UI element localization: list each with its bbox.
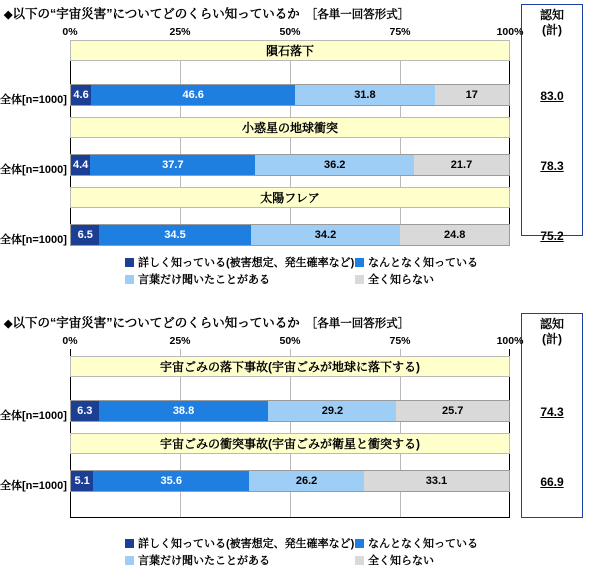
bar-segment-4-0: 6.3: [71, 401, 99, 421]
ninchi-total-label-line2: (計): [542, 23, 562, 37]
legend-label-2-1: なんとなく知っている: [368, 538, 478, 550]
block-1-title-marker: ◆: [4, 9, 13, 21]
x-tick-2-50: 50%: [279, 335, 301, 347]
x-tick-2-100: 100%: [496, 335, 524, 347]
legend-item-3: [355, 271, 434, 287]
group-title-4: 宇宙ごみの落下事故(宇宙ごみが地球に落下する): [70, 356, 510, 377]
group-title-5: 宇宙ごみの衝突事故(宇宙ごみが衛星と衝突する): [70, 433, 510, 454]
bar-segment-1-2: 31.8: [295, 85, 434, 105]
bar-segment-5-3: 33.1: [364, 471, 509, 491]
legend-item-2-3: [355, 552, 434, 566]
bar-segment-4-1: 38.8: [99, 401, 269, 421]
block-1-title-text: 以下の“宇宙災害”についてどのくらい知っているか: [12, 7, 300, 21]
row-label-1: 全体[n=1000]: [0, 94, 67, 106]
bar-segment-5-1: 35.6: [93, 471, 249, 491]
legend-item-1: [355, 254, 478, 270]
legend-item-0: [125, 254, 354, 270]
ninchi-total-label-line1: 認知: [539, 8, 564, 22]
bar-segment-5-2: 26.2: [249, 471, 364, 491]
row-label-3: 全体[n=1000]: [0, 234, 67, 246]
row-label-5: 全体[n=1000]: [0, 480, 67, 492]
x-tick-75: 75%: [389, 26, 411, 38]
block-1-title-format: ［各単一回答形式］: [305, 9, 410, 21]
bar-segment-4-2: 29.2: [268, 401, 396, 421]
x-tick-2-25: 25%: [169, 335, 191, 347]
legend-label-2-0: 詳しく知っている(被害想定、発生確率など): [138, 538, 355, 550]
legend-label-2-2: 言葉だけ聞いたことがある: [138, 555, 270, 566]
bar-segment-5-0: 5.1: [71, 471, 93, 491]
bar-segment-3-0: 6.5: [71, 225, 99, 245]
bar-segment-2-2: 36.2: [255, 155, 414, 175]
legend-item-2-1: [355, 535, 478, 551]
bar-segment-3-1: 34.5: [99, 225, 250, 245]
block-1-title: [4, 4, 600, 22]
stacked-bar-3: [70, 224, 510, 246]
block-2-title: [4, 313, 600, 331]
legend-2: [0, 535, 520, 566]
x-axis-ticks-2: [0, 335, 600, 349]
group-title-2: 小惑星の地球衝突: [70, 117, 510, 138]
legend-swatch-2-1-icon: [355, 539, 364, 548]
bar-segment-1-0: 4.6: [71, 85, 91, 105]
stacked-bar-4: [70, 400, 510, 422]
x-axis-line-2: [71, 517, 509, 518]
bar-segment-3-2: 34.2: [251, 225, 401, 245]
block-2-title-format: ［各単一回答形式］: [305, 318, 410, 330]
legend-item-2-2: [125, 552, 270, 566]
row-label-2: 全体[n=1000]: [0, 164, 67, 176]
group-title-3: 太陽フレア: [70, 187, 510, 208]
block-2-title-text: 以下の“宇宙災害”についてどのくらい知っているか: [12, 316, 300, 330]
x-tick-0: 0%: [62, 26, 78, 38]
x-tick-100: 100%: [496, 26, 524, 38]
block-2-title-marker: ◆: [4, 318, 13, 330]
legend-swatch-2-2-icon: [125, 556, 134, 565]
stacked-bar-1: [70, 84, 510, 106]
bar-segment-3-3: 24.8: [400, 225, 509, 245]
legend-item-2-0: [125, 535, 354, 551]
x-tick-2-0: 0%: [62, 335, 78, 347]
group-title-1: 隕石落下: [70, 40, 510, 61]
x-tick-25: 25%: [169, 26, 191, 38]
bar-segment-1-1: 46.6: [91, 85, 295, 105]
x-tick-2-75: 75%: [389, 335, 411, 347]
legend-swatch-2-0-icon: [125, 539, 134, 548]
ninchi-total-value-4: 74.3: [540, 405, 564, 419]
chart-block-2: [0, 313, 600, 566]
legend-label-1: なんとなく知っている: [368, 257, 478, 269]
legend-swatch-3-icon: [355, 275, 364, 284]
bar-segment-4-3: 25.7: [396, 401, 509, 421]
bar-segment-2-3: 21.7: [414, 155, 509, 175]
legend-label-3: 全く知らない: [368, 274, 434, 286]
legend-swatch-0-icon: [125, 258, 134, 267]
ninchi-total-label-2-line1: 認知: [539, 317, 564, 331]
ninchi-total-value-2: 78.3: [540, 159, 564, 173]
bar-segment-2-1: 37.7: [90, 155, 255, 175]
stacked-bar-5: [70, 470, 510, 492]
x-axis-ticks-1: [0, 26, 600, 40]
bar-segment-1-3: 17: [435, 85, 510, 105]
legend-swatch-2-3-icon: [355, 556, 364, 565]
legend-label-2: 言葉だけ聞いたことがある: [138, 274, 270, 286]
x-tick-50: 50%: [279, 26, 301, 38]
legend-label-0: 詳しく知っている(被害想定、発生確率など): [138, 257, 355, 269]
legend-swatch-2-icon: [125, 275, 134, 284]
row-label-4: 全体[n=1000]: [0, 410, 67, 422]
legend-swatch-1-icon: [355, 258, 364, 267]
bar-segment-2-0: 4.4: [71, 155, 90, 175]
ninchi-total-value-1: 83.0: [540, 89, 564, 103]
legend-label-2-3: 全く知らない: [368, 555, 434, 566]
ninchi-total-value-5: 66.9: [540, 475, 564, 489]
legend-1: [0, 254, 520, 288]
chart-block-1: [0, 4, 600, 286]
ninchi-total-label-2-line2: (計): [542, 332, 562, 346]
stacked-bar-2: [70, 154, 510, 176]
ninchi-total-value-3: 75.2: [540, 229, 564, 243]
legend-item-2: [125, 271, 270, 287]
